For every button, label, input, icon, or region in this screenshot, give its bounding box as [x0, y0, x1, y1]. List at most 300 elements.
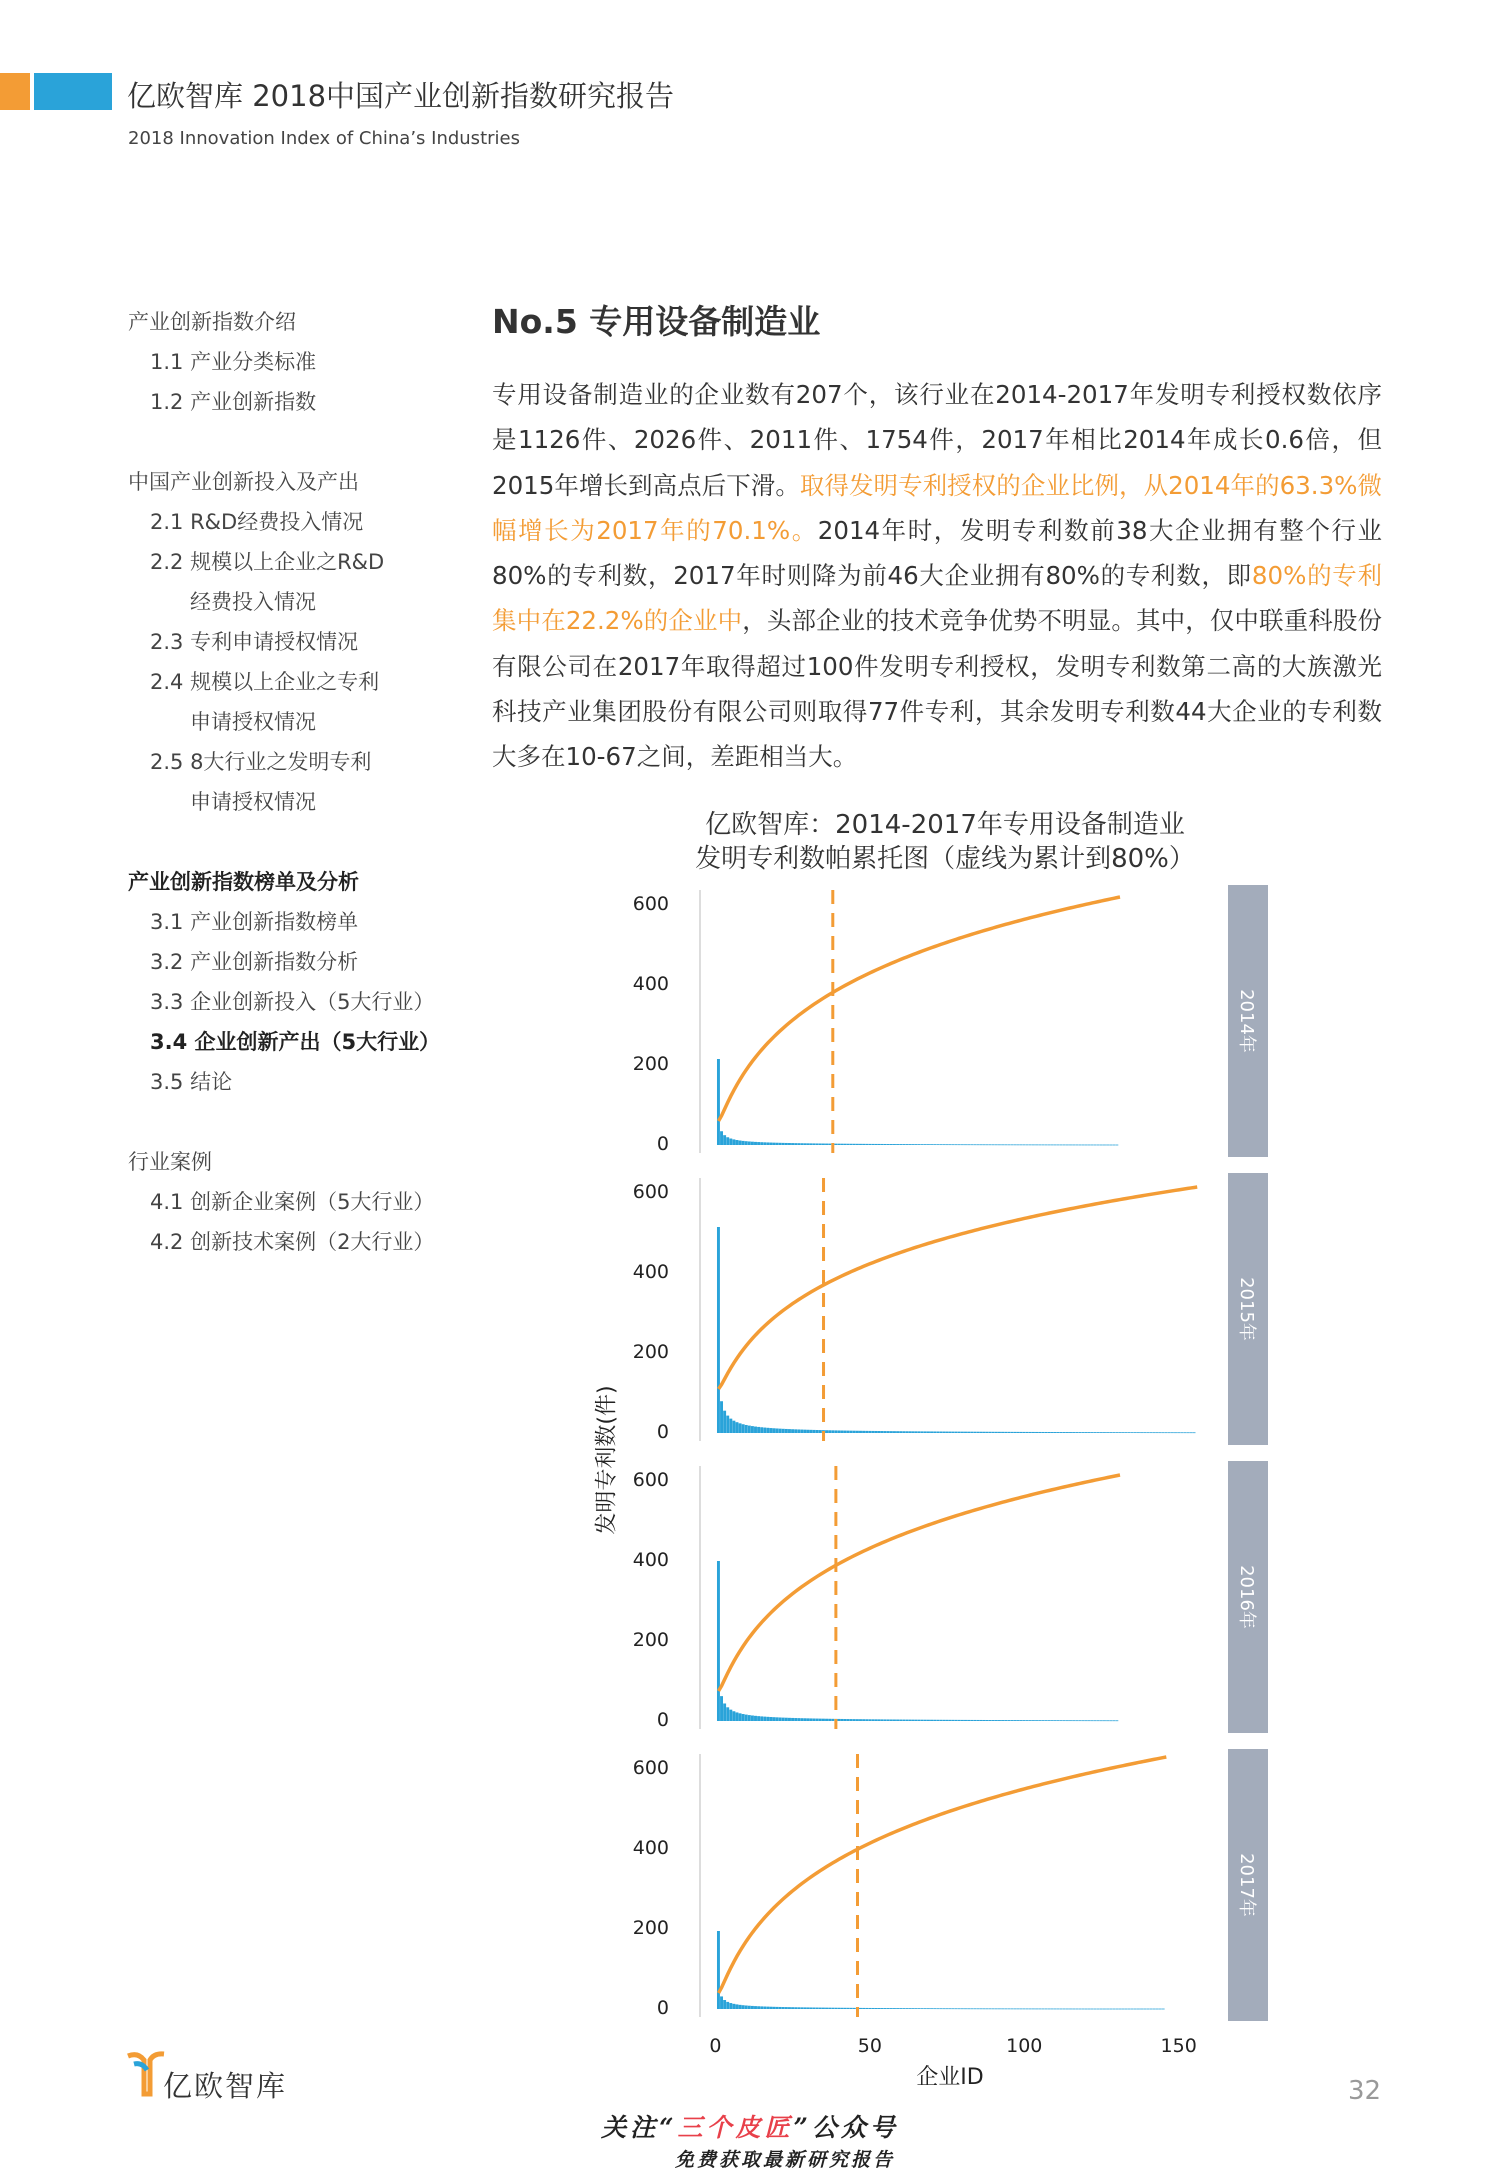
patent-bar	[893, 1431, 896, 1433]
patent-bar	[773, 1717, 776, 1721]
patent-bar	[927, 1720, 930, 1721]
patent-bar	[890, 1431, 893, 1433]
header-orange-bar	[0, 73, 30, 110]
patent-bar	[1066, 1145, 1069, 1146]
patent-bar	[837, 1144, 840, 1145]
patent-bar	[717, 1059, 720, 1145]
patent-bar	[930, 1431, 933, 1433]
patent-bar	[949, 2008, 952, 2009]
patent-bar	[1128, 2009, 1131, 2010]
patent-bar	[1029, 1144, 1032, 1145]
patent-bar	[803, 1718, 806, 1721]
patent-bar	[1146, 2009, 1149, 2010]
patent-bar	[739, 1141, 742, 1145]
patent-bar	[893, 1144, 896, 1145]
patent-bar	[995, 1432, 998, 1433]
patent-bar	[1038, 1720, 1041, 1721]
patent-bar	[967, 1432, 970, 1433]
patent-bar	[952, 1144, 955, 1145]
patent-bar	[967, 1720, 970, 1721]
patent-bar	[751, 2006, 754, 2009]
patent-bar	[1035, 2009, 1038, 2010]
toc-section-4[interactable]: 行业案例	[128, 1150, 212, 1174]
patent-bar	[1140, 2009, 1143, 2010]
patent-bar	[720, 1696, 723, 1721]
patent-bar	[1023, 1720, 1026, 1721]
patent-bar	[807, 1143, 810, 1145]
year-label-3: 2017年	[1236, 1853, 1257, 1917]
cumulative-line	[719, 1187, 1198, 1389]
patent-bar	[1038, 2009, 1041, 2010]
patent-bar	[961, 1432, 964, 1433]
patent-bar	[878, 1144, 881, 1145]
patent-bar	[905, 2008, 908, 2009]
patent-bar	[742, 1141, 745, 1145]
patent-bar	[1057, 1720, 1060, 1721]
patent-bar	[1047, 2009, 1050, 2010]
patent-bar	[1097, 1720, 1100, 1721]
y-tick-label: 400	[632, 973, 669, 995]
patent-bar	[1084, 1720, 1087, 1721]
patent-bar	[819, 1143, 822, 1145]
patent-bar	[841, 1431, 844, 1433]
toc-item-2-4[interactable]: 2.4 规模以上企业之专利	[150, 670, 380, 694]
y-tick-label: 0	[656, 1709, 669, 1731]
toc-item-1-2[interactable]: 1.2 产业创新指数	[150, 390, 317, 414]
patent-bar	[766, 2007, 769, 2009]
patent-bar	[998, 1432, 1001, 1433]
patent-bar	[881, 2008, 884, 2009]
patent-bar	[723, 1135, 726, 1145]
chart-title-line-2: 发明专利数帕累托图（虚线为累计到80%）	[695, 844, 1195, 874]
patent-bar	[1131, 2009, 1134, 2010]
patent-bar	[896, 1144, 899, 1145]
patent-bar	[859, 1431, 862, 1433]
x-tick-label: 150	[1160, 2035, 1197, 2057]
patent-bar	[717, 1561, 720, 1721]
patent-bar	[1156, 1432, 1159, 1433]
patent-bar	[1075, 1432, 1078, 1433]
patent-bar	[1051, 2009, 1054, 2010]
patent-bar	[912, 2008, 915, 2009]
patent-bar	[1140, 1432, 1143, 1433]
patent-bar	[850, 2008, 853, 2009]
patent-bar	[983, 1144, 986, 1145]
patent-bar	[1001, 1432, 1004, 1433]
y-tick-label: 600	[632, 893, 669, 915]
patent-bar	[782, 1718, 785, 1721]
patent-bar	[942, 2008, 945, 2009]
patent-bar	[955, 2008, 958, 2009]
year-tab-3	[1228, 1749, 1268, 2021]
patent-bar	[841, 2008, 844, 2009]
toc-item-4-1[interactable]: 4.1 创新企业案例（5大行业）	[150, 1190, 435, 1214]
toc-item-2-2-cont[interactable]: 经费投入情况	[190, 590, 316, 614]
patent-bar	[726, 1416, 729, 1433]
patent-bar	[1171, 1432, 1174, 1433]
patent-bar	[958, 2008, 961, 2009]
toc-item-1-1[interactable]: 1.1 产业分类标准	[150, 350, 317, 374]
patent-bar	[742, 1714, 745, 1721]
patent-bar	[726, 2002, 729, 2009]
patent-bar	[964, 1432, 967, 1433]
patent-bar	[1084, 2009, 1087, 2010]
toc-item-2-4-cont[interactable]: 申请授权情况	[190, 710, 316, 734]
patent-bar	[776, 2007, 779, 2009]
patent-bar	[884, 2008, 887, 2009]
patent-bar	[874, 2008, 877, 2009]
patent-bar	[865, 2008, 868, 2009]
patent-bar	[754, 1142, 757, 1145]
patent-bar	[1075, 1720, 1078, 1721]
patent-bar	[1004, 1144, 1007, 1145]
patent-bar	[1063, 1720, 1066, 1721]
patent-bar	[732, 1421, 735, 1433]
patent-bar	[973, 1432, 976, 1433]
patent-bar	[964, 1720, 967, 1721]
patent-bar	[754, 1427, 757, 1433]
y-tick-label: 400	[632, 1261, 669, 1283]
patent-bar	[1060, 1432, 1063, 1433]
toc-section-3[interactable]: 产业创新指数榜单及分析	[128, 870, 359, 894]
patent-bar	[803, 2007, 806, 2009]
patent-bar	[1020, 1144, 1023, 1145]
patent-bar	[1035, 1720, 1038, 1721]
patent-bar	[800, 1143, 803, 1145]
patent-bar	[986, 2008, 989, 2009]
toc-item-3-4-current[interactable]: 3.4 企业创新产出（5大行业）	[150, 1030, 441, 1054]
patent-bar	[782, 1429, 785, 1433]
toc-item-2-5-cont[interactable]: 申请授权情况	[190, 790, 316, 814]
patent-bar	[976, 2008, 979, 2009]
patent-bar	[816, 1430, 819, 1433]
patent-bar	[1088, 1720, 1091, 1721]
patent-bar	[1094, 2009, 1097, 2010]
patent-bar	[1084, 1145, 1087, 1146]
patent-bar	[1131, 1432, 1134, 1433]
patent-bar	[915, 1720, 918, 1721]
patent-bar	[1060, 2009, 1063, 2010]
chart-title-line-1: 亿欧智库：2014-2017年专用设备制造业	[705, 810, 1185, 840]
patent-bar	[1115, 1432, 1118, 1433]
patent-bar	[819, 2008, 822, 2009]
patent-bar	[902, 1720, 905, 1721]
patent-bar	[1112, 1720, 1115, 1721]
patent-bar	[745, 1141, 748, 1145]
toc-section-1[interactable]: 产业创新指数介绍	[128, 310, 296, 334]
patent-bar	[791, 1718, 794, 1721]
year-label-2: 2016年	[1236, 1565, 1257, 1629]
patent-bar	[776, 1428, 779, 1433]
patent-bar	[1023, 2008, 1026, 2009]
toc-item-2-3[interactable]: 2.3 专利申请授权情况	[150, 630, 359, 654]
year-label-0: 2014年	[1236, 989, 1257, 1053]
patent-bar	[1091, 1145, 1094, 1146]
patent-bar	[1063, 1432, 1066, 1433]
patent-bar	[921, 1720, 924, 1721]
patent-bar	[976, 1144, 979, 1145]
patent-bar	[1066, 2009, 1069, 2010]
patent-bar	[825, 2008, 828, 2009]
patent-bar	[1041, 1720, 1044, 1721]
patent-bar	[782, 2007, 785, 2009]
y-tick-label: 0	[656, 1133, 669, 1155]
patent-bar	[946, 2008, 949, 2009]
patent-bar	[769, 1717, 772, 1721]
patent-bar	[902, 2008, 905, 2009]
patent-bar	[1106, 1432, 1109, 1433]
chart-title	[560, 808, 1330, 876]
patent-bar	[844, 1431, 847, 1433]
patent-bar	[754, 1716, 757, 1721]
patent-bar	[862, 1144, 865, 1145]
patent-bar	[1115, 2009, 1118, 2010]
patent-bar	[1010, 1720, 1013, 1721]
toc-item-3-5[interactable]: 3.5 结论	[150, 1070, 233, 1094]
patent-bar	[729, 2003, 732, 2009]
patent-bar	[1162, 2009, 1165, 2010]
patent-bar	[853, 1431, 856, 1433]
patent-bar	[1081, 1432, 1084, 1433]
toc-section-2[interactable]: 中国产业创新投入及产出	[128, 470, 359, 494]
patent-bar	[976, 1432, 979, 1433]
patent-bar	[810, 2007, 813, 2009]
patent-bar	[745, 1425, 748, 1433]
patent-bar	[1057, 1145, 1060, 1146]
patent-bar	[782, 1143, 785, 1145]
patent-bar	[989, 2008, 992, 2009]
patent-bar	[837, 1430, 840, 1433]
patent-bar	[797, 2007, 800, 2009]
patent-bar	[896, 2008, 899, 2009]
patent-bar	[1047, 1145, 1050, 1146]
patent-bar	[973, 2008, 976, 2009]
patent-bar	[970, 1144, 973, 1145]
toc-item-2-2[interactable]: 2.2 规模以上企业之R&D	[150, 550, 385, 574]
patent-bar	[884, 1431, 887, 1433]
header-blue-bar	[34, 73, 112, 110]
patent-bar	[893, 1720, 896, 1722]
patent-bar	[946, 1720, 949, 1721]
patent-bar	[834, 1719, 837, 1721]
patent-bar	[760, 2006, 763, 2009]
patent-bar	[874, 1431, 877, 1433]
patent-bar	[871, 1144, 874, 1145]
patent-bar	[760, 1142, 763, 1145]
patent-bar	[807, 1430, 810, 1433]
patent-bar	[776, 1143, 779, 1145]
section-title: No.5 专用设备制造业	[492, 302, 821, 341]
patent-bar	[862, 1719, 865, 1721]
patent-bar	[720, 1131, 723, 1145]
patent-bar	[878, 2008, 881, 2009]
patent-bar	[874, 1144, 877, 1145]
patent-bar	[739, 1713, 742, 1721]
patent-bar	[881, 1144, 884, 1145]
patent-bar	[865, 1719, 868, 1721]
patent-bar	[841, 1144, 844, 1145]
patent-bar	[893, 2008, 896, 2009]
patent-bar	[726, 1707, 729, 1721]
patent-bar	[1081, 1145, 1084, 1146]
y-tick-label: 0	[656, 1421, 669, 1443]
x-tick-label: 0	[709, 2035, 722, 2057]
patent-bar	[788, 2007, 791, 2009]
patent-bar	[742, 1424, 745, 1433]
toc-item-2-5[interactable]: 2.5 8大行业之发明专利	[150, 750, 372, 774]
patent-bar	[1084, 1432, 1087, 1433]
patent-bar	[837, 1719, 840, 1721]
patent-bar	[1162, 1432, 1165, 1433]
patent-bar	[1125, 2009, 1128, 2010]
patent-bar	[871, 2008, 874, 2009]
patent-bar	[927, 2008, 930, 2009]
patent-bar	[1038, 1432, 1041, 1433]
patent-bar	[970, 2008, 973, 2009]
cumulative-line	[719, 897, 1120, 1121]
patent-bar	[1051, 1720, 1054, 1721]
patent-bar	[800, 1430, 803, 1433]
patent-bar	[745, 2005, 748, 2009]
toc-item-3-1[interactable]: 3.1 产业创新指数榜单	[150, 910, 359, 934]
patent-bar	[1112, 1432, 1115, 1433]
footer-follow-a: 关注“	[601, 2113, 678, 2142]
yiou-logo-icon	[126, 2050, 166, 2098]
patent-bar	[896, 1431, 899, 1433]
patent-bar	[890, 2008, 893, 2009]
patent-bar	[1115, 1720, 1118, 1721]
patent-bar	[751, 1142, 754, 1145]
patent-bar	[884, 1719, 887, 1721]
patent-bar	[961, 1144, 964, 1145]
patent-bar	[1094, 1432, 1097, 1433]
patent-bar	[961, 1720, 964, 1721]
patent-bar	[1020, 2008, 1023, 2009]
patent-bar	[902, 1144, 905, 1145]
year-tab-1	[1228, 1173, 1268, 1445]
patent-bar	[1007, 2008, 1010, 2009]
patent-bar	[819, 1719, 822, 1721]
patent-bar	[967, 2008, 970, 2009]
patent-bar	[924, 1431, 927, 1433]
patent-bar	[973, 1720, 976, 1721]
patent-bar	[1069, 1432, 1072, 1433]
patent-bar	[856, 1431, 859, 1433]
patent-bar	[924, 1720, 927, 1721]
patent-bar	[729, 1710, 732, 1721]
patent-bar	[998, 1720, 1001, 1721]
patent-bar	[1122, 1432, 1125, 1433]
patent-bar	[732, 1139, 735, 1145]
patent-bar	[899, 1431, 902, 1433]
toc-item-3-3[interactable]: 3.3 企业创新投入（5大行业）	[150, 990, 435, 1014]
patent-bar	[1072, 1145, 1075, 1146]
patent-bar	[810, 1143, 813, 1145]
patent-bar	[788, 1718, 791, 1721]
patent-bar	[964, 1144, 967, 1145]
patent-bar	[847, 1144, 850, 1145]
patent-bar	[763, 2007, 766, 2009]
toc-item-2-1[interactable]: 2.1 R&D经费投入情况	[150, 510, 364, 534]
patent-bar	[979, 2008, 982, 2009]
patent-bar	[1013, 1720, 1016, 1721]
patent-bar	[1066, 1432, 1069, 1433]
patent-bar	[912, 1431, 915, 1433]
patent-bar	[794, 1429, 797, 1433]
patent-bar	[946, 1432, 949, 1433]
patent-bar	[828, 1719, 831, 1721]
patent-bar	[1078, 1720, 1081, 1721]
patent-bar	[1023, 1432, 1026, 1433]
patent-bar	[915, 1144, 918, 1145]
footer-account-name: 三个皮匠	[677, 2113, 794, 2142]
patent-bar	[1149, 2009, 1152, 2010]
patent-bar	[847, 1431, 850, 1433]
patent-bar	[1066, 1720, 1069, 1721]
patent-bar	[921, 2008, 924, 2009]
patent-bar	[986, 1432, 989, 1433]
patent-bar	[1156, 2009, 1159, 2010]
patent-bar	[794, 1143, 797, 1145]
patent-bar	[831, 2008, 834, 2009]
patent-bar	[933, 1144, 936, 1145]
patent-bar	[1060, 1145, 1063, 1146]
patent-bar	[1001, 2008, 1004, 2009]
cumulative-line	[719, 1757, 1167, 1993]
patent-bar	[769, 1143, 772, 1145]
toc-item-4-2[interactable]: 4.2 创新技术案例（2大行业）	[150, 1230, 435, 1254]
patent-bar	[992, 1144, 995, 1145]
patent-bar	[955, 1144, 958, 1145]
patent-bar	[1189, 1432, 1192, 1433]
patent-bar	[1128, 1432, 1131, 1433]
patent-bar	[766, 1142, 769, 1145]
patent-bar	[769, 2007, 772, 2009]
y-tick-label: 200	[632, 1917, 669, 1939]
y-tick-label: 600	[632, 1757, 669, 1779]
patent-bar	[881, 1719, 884, 1721]
patent-bar	[748, 1141, 751, 1145]
patent-bar	[819, 1430, 822, 1433]
patent-bar	[822, 1144, 825, 1145]
year-tab-2	[1228, 1461, 1268, 1733]
patent-bar	[834, 1144, 837, 1145]
patent-bar	[785, 1429, 788, 1433]
patent-bar	[1054, 2009, 1057, 2010]
patent-bar	[720, 1996, 723, 2009]
patent-bar	[955, 1720, 958, 1721]
table-of-contents	[128, 302, 468, 1262]
patent-bar	[794, 1718, 797, 1721]
patent-bar	[1007, 1720, 1010, 1721]
patent-bar	[729, 1419, 732, 1433]
patent-bar	[773, 1143, 776, 1145]
patent-bar	[859, 1719, 862, 1721]
patent-bar	[918, 2008, 921, 2009]
patent-bar	[1026, 1720, 1029, 1721]
toc-item-3-2[interactable]: 3.2 产业创新指数分析	[150, 950, 359, 974]
patent-bar	[1044, 1144, 1047, 1145]
patent-bar	[958, 1720, 961, 1721]
patent-bar	[773, 1428, 776, 1433]
patent-bar	[921, 1144, 924, 1145]
patent-bar	[816, 1143, 819, 1145]
patent-bar	[813, 1430, 816, 1433]
patent-bar	[850, 1144, 853, 1145]
patent-bar	[1020, 1720, 1023, 1721]
patent-bar	[825, 1144, 828, 1145]
patent-bar	[924, 2008, 927, 2009]
